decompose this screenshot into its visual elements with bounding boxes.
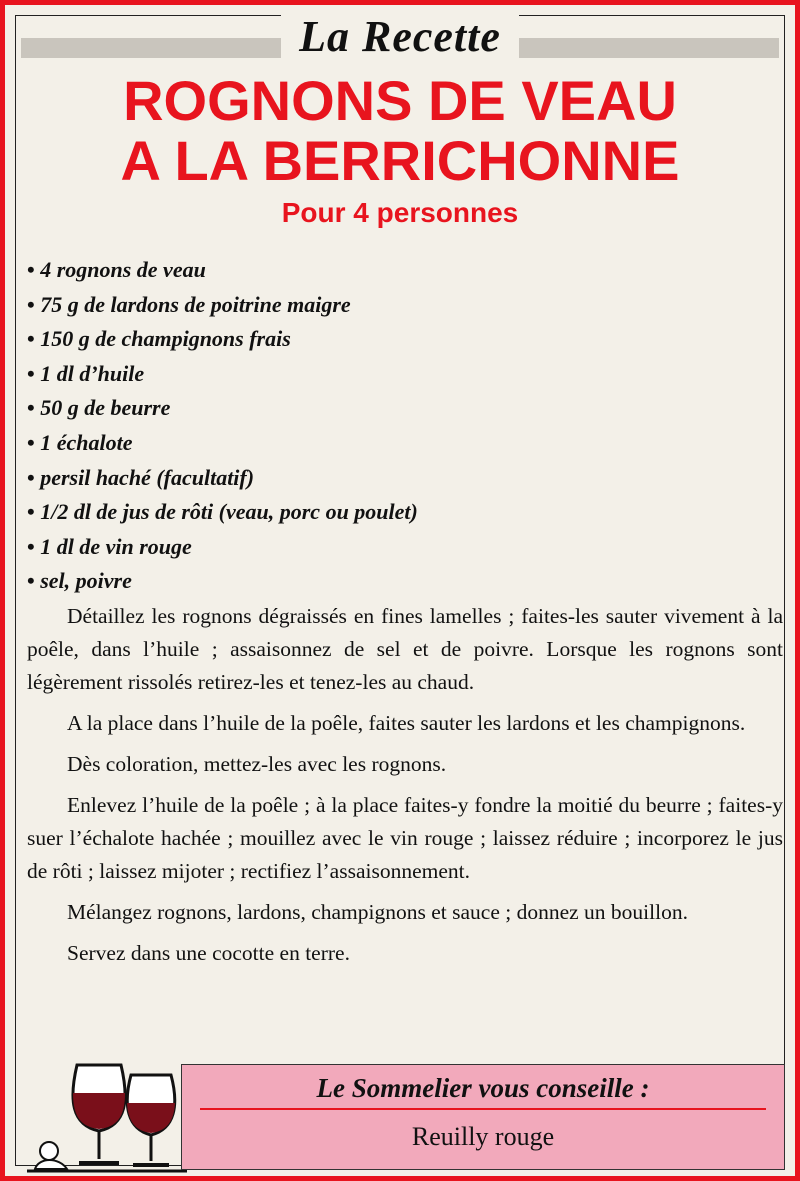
instruction-paragraph: Servez dans une cocotte en terre. [67,941,350,965]
ingredient-item: • 1 échalote [27,426,418,461]
wine-recommendation: Reuilly rouge [411,1122,555,1151]
servings: Pour 4 personnes [281,197,519,228]
kicker [5,11,795,62]
ingredient-item: • sel, poivre [27,564,418,599]
instruction-paragraph: Détaillez les rognons dégraissés en fines lamelles ; faites-les sauter vivement à la poêle, dans l’huile ; assaisonnez de sel et de poivre. Lorsque les rognons sont légèrement rissolés retirez-les et tenez-les au chaud. [27,604,783,694]
ingredient-item: • persil haché (facultatif) [27,461,418,496]
title-line-2: A LA BERRICHONNE [120,129,680,192]
instruction-paragraph: A la place dans l’huile de la poêle, faites sauter les lardons et les champignons. [67,711,746,735]
instruction-paragraph: Dès coloration, mettez-les avec les rognons. [67,752,447,776]
sommelier-box [181,1064,785,1170]
ingredient-item: • 1/2 dl de jus de rôti (veau, porc ou poulet) [27,495,418,530]
ingredient-item: • 4 rognons de veau [27,253,418,288]
divider [200,1108,766,1110]
instructions [27,600,783,978]
title-line-1: ROGNONS DE VEAU [123,69,677,132]
instruction-paragraph: Mélangez rognons, lardons, champignons et sauce ; donnez un bouillon. [67,900,688,924]
kicker-text: La Recette [281,12,519,61]
ingredient-item: • 150 g de champignons frais [27,322,418,357]
ingredient-item: • 75 g de lardons de poitrine maigre [27,288,418,323]
ingredient-item: • 50 g de beurre [27,391,418,426]
ingredient-list [27,253,418,599]
ingredient-item: • 1 dl d’huile [27,357,418,392]
recipe-title [5,71,795,191]
ingredient-item: • 1 dl de vin rouge [27,530,418,565]
sommelier-heading: Le Sommelier vous conseille : [316,1073,650,1103]
wine-glasses-icon [27,1059,187,1173]
instruction-paragraph: Enlevez l’huile de la poêle ; à la place faites-y fondre la moitié du beurre ; faites-y suer l’échalote hachée ; mouillez avec le vin rouge ; laissez réduire ; incorporez le jus de rôti ; laissez mijoter ; rectifiez l’assaisonnement. [27,793,783,883]
